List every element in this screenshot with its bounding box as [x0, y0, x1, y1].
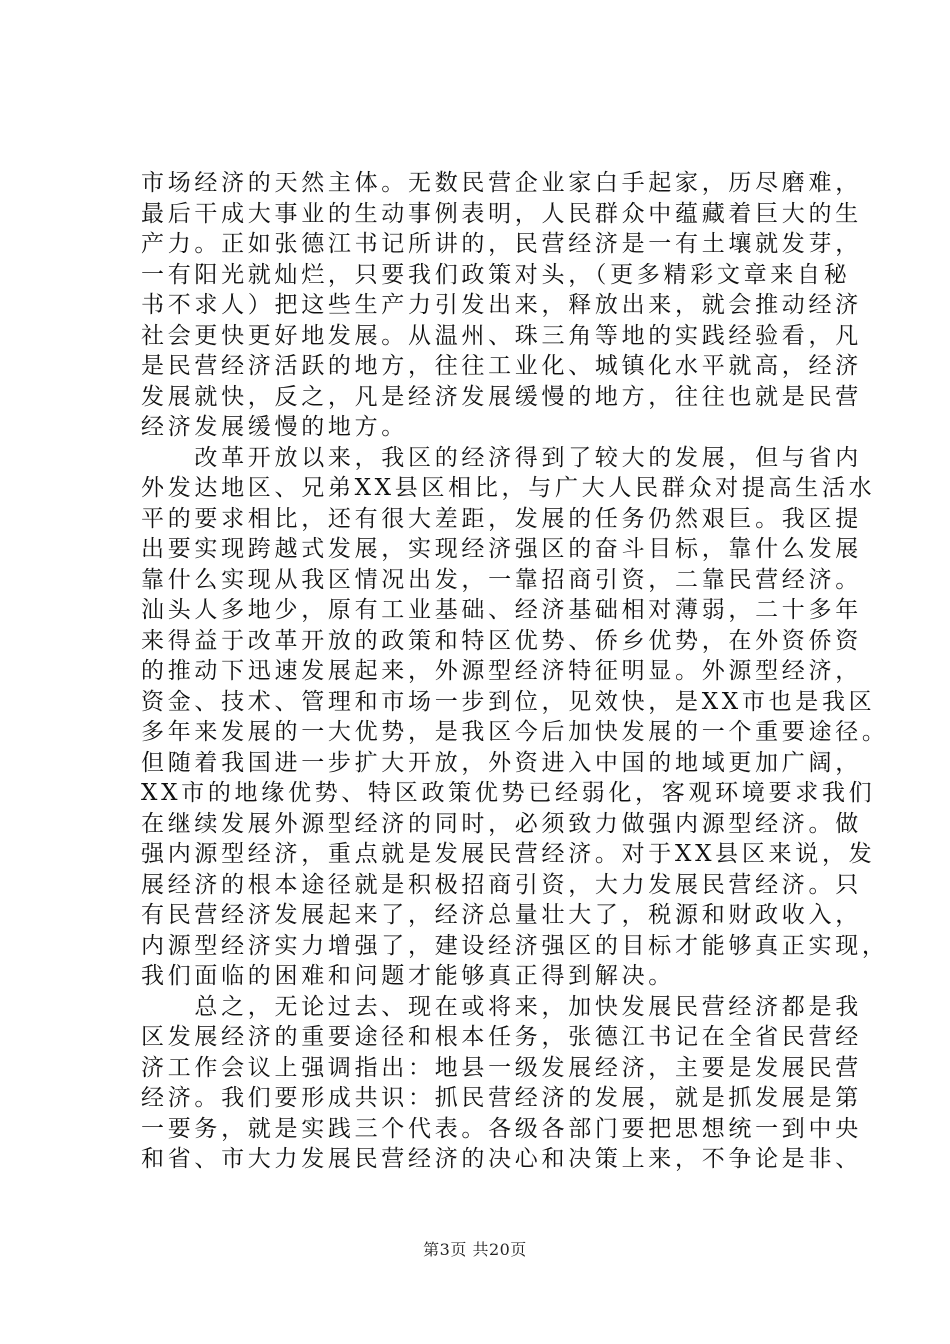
- text-line: 济工作会议上强调指出：地县一级发展经济，主要是发展民营: [141, 1054, 862, 1081]
- text-line: 的推动下迅速发展起来，外源型经济特征明显。外源型经济，: [141, 658, 862, 684]
- text-line: 市场经济的天然主体。无数民营企业家白手起家，历尽磨难，: [141, 170, 862, 196]
- text-line: 社会更快更好地发展。从温州、珠三角等地的实践经验看，凡: [141, 322, 862, 349]
- text-line: 发展就快，反之，凡是经济发展缓慢的地方，往往也就是民营: [141, 383, 862, 410]
- text-line: 强内源型经济，重点就是发展民营经济。对于XX县区来说，发: [141, 841, 876, 867]
- text-line: 多年来发展的一大优势，是我区今后加快发展的一个重要途径。: [141, 719, 889, 745]
- text-line: 产力。正如张德江书记所讲的，民营经济是一有土壤就发芽，: [141, 231, 862, 257]
- text-line: 改革开放以来，我区的经济得到了较大的发展，但与省内: [141, 444, 862, 471]
- text-line: 靠什么实现从我区情况出发，一靠招商引资，二靠民营经济。: [141, 566, 862, 593]
- text-line: 书不求人）把这些生产力引发出来，释放出来，就会推动经济: [141, 292, 862, 318]
- paragraph-3: [141, 992, 862, 1175]
- paragraph-2: [141, 443, 889, 992]
- text-line: 总之，无论过去、现在或将来，加快发展民营经济都是我: [141, 993, 862, 1020]
- text-line: 出要实现跨越式发展，实现经济强区的奋斗目标，靠什么发展: [141, 536, 862, 562]
- page-number-footer: 第3页 共20页: [423, 1240, 527, 1259]
- text-line: 平的要求相比，还有很大差距，发展的任务仍然艰巨。我区提: [141, 505, 862, 532]
- text-line: 外发达地区、兄弟XX县区相比，与广大人民群众对提高生活水: [141, 475, 876, 501]
- text-line: 但随着我国进一步扩大开放，外资进入中国的地域更加广阔，: [141, 749, 862, 776]
- text-line: 一有阳光就灿烂，只要我们政策对头，（更多精彩文章来自秘: [141, 261, 851, 288]
- text-line: 经济。我们要形成共识：抓民营经济的发展，就是抓发展是第: [141, 1085, 862, 1111]
- text-line: 内源型经济实力增强了，建设经济强区的目标才能够真正实现，: [141, 932, 889, 959]
- text-line: 经济发展缓慢的地方。: [141, 414, 408, 440]
- text-line: 最后干成大事业的生动事例表明，人民群众中蕴藏着巨大的生: [141, 200, 862, 227]
- text-line: 一要务，就是实践三个代表。各级各部门要把思想统一到中央: [141, 1115, 862, 1142]
- paragraph-1: [141, 168, 862, 443]
- text-line: 来得益于改革开放的政策和特区优势、侨乡优势，在外资侨资: [141, 627, 862, 654]
- text-line: 和省、市大力发展民营经济的决心和决策上来，不争论是非、: [141, 1146, 862, 1172]
- document-body: [141, 168, 889, 1175]
- text-line: XX市的地缘优势、特区政策优势已经弱化，客观环境要求我们: [141, 780, 876, 806]
- text-line: 有民营经济发展起来了，经济总量壮大了，税源和财政收入，: [141, 902, 862, 928]
- text-line: 展经济的根本途径就是积极招商引资，大力发展民营经济。只: [141, 871, 862, 898]
- text-line: 在继续发展外源型经济的同时，必须致力做强内源型经济。做: [141, 810, 862, 837]
- text-line: 是民营经济活跃的地方，往往工业化、城镇化水平就高，经济: [141, 353, 862, 379]
- text-line: 区发展经济的重要途径和根本任务，张德江书记在全省民营经: [141, 1024, 862, 1050]
- text-line: 资金、技术、管理和市场一步到位，见效快，是XX市也是我区: [141, 688, 876, 715]
- text-line: 我们面临的困难和问题才能够真正得到解决。: [141, 963, 675, 989]
- text-line: 汕头人多地少，原有工业基础、经济基础相对薄弱，二十多年: [141, 597, 862, 623]
